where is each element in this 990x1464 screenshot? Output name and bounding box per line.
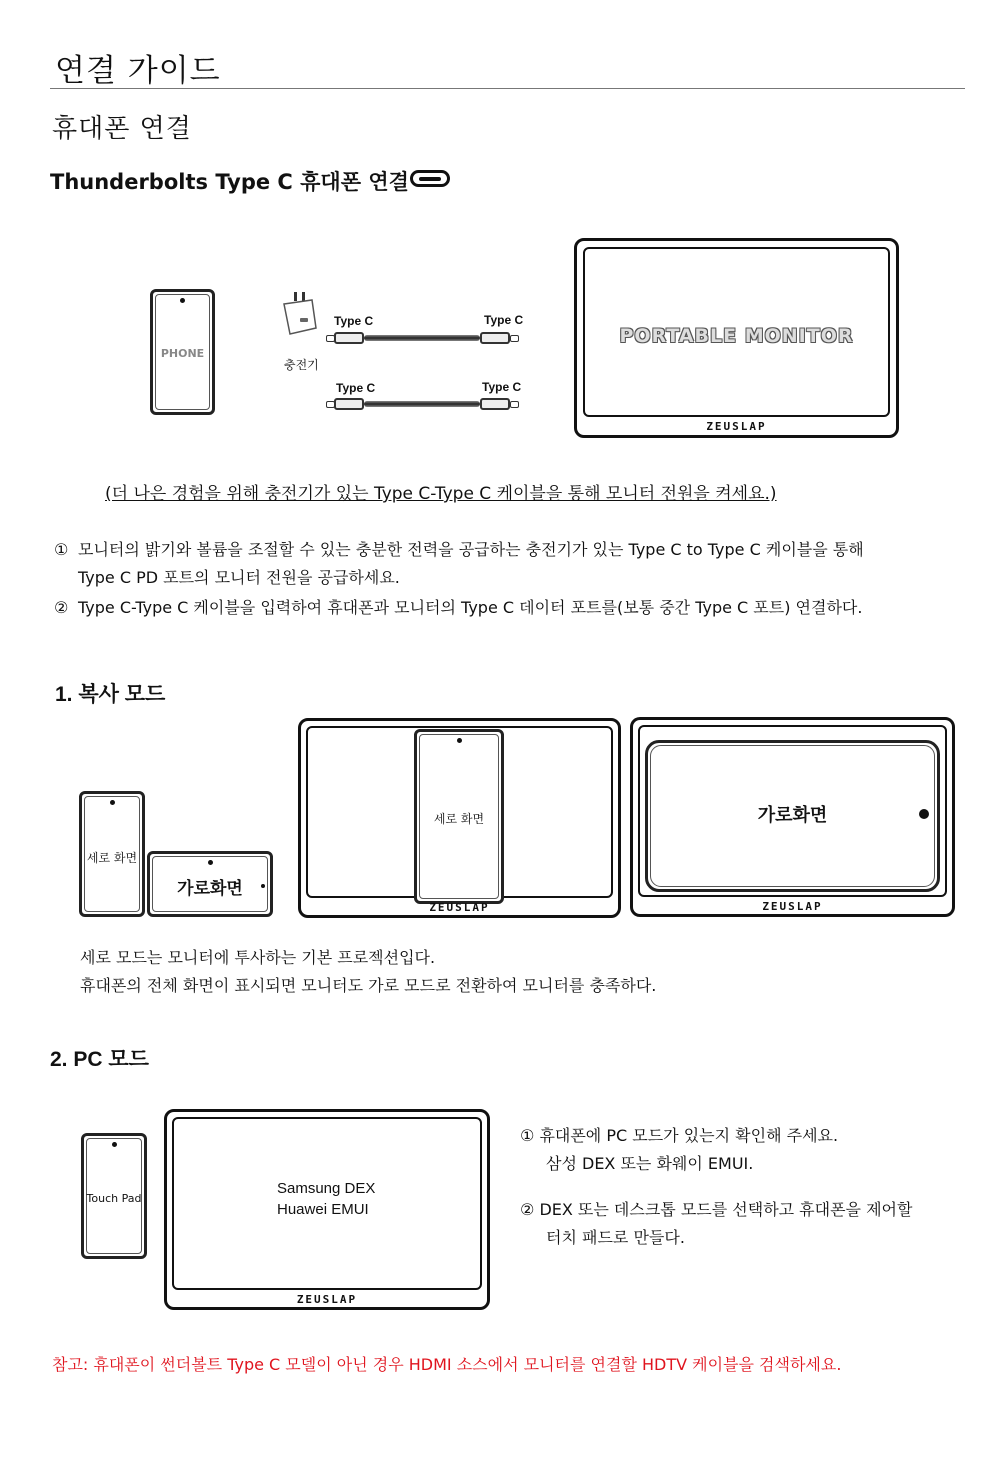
usb-c-plug xyxy=(480,332,510,344)
usb-c-plug-tip xyxy=(510,335,519,342)
usb-c-plug xyxy=(480,398,510,410)
thunderbolt-heading: Thunderbolts Type C 휴대폰 연결 xyxy=(50,170,409,194)
step-text: 모니터의 밝기와 볼륨을 조절할 수 있는 충분한 전력을 공급하는 충전기가 있는 Type C to Type C 케이블을 통해 xyxy=(78,540,864,559)
step-text: DEX 또는 데스크톱 모드를 선택하고 휴대폰을 제어할 xyxy=(539,1200,913,1219)
monitor-pc-mode xyxy=(164,1109,490,1310)
cable-bottom-right-label: Type C xyxy=(482,380,522,394)
camera-dot xyxy=(919,809,929,819)
copy-desc-line: 휴대폰의 전체 화면이 표시되면 모니터도 가로 모드로 전환하여 모니터를 충족하다. xyxy=(80,976,657,995)
portable-monitor-label: PORTABLE MONITOR xyxy=(619,325,854,347)
step-text: 휴대폰에 PC 모드가 있는지 확인해 주세요. xyxy=(539,1126,839,1145)
monitor-landscape-mode xyxy=(630,717,955,917)
phone-portrait-illustration xyxy=(79,791,145,917)
footer-note: 참고: 휴대폰이 썬더볼트 Type C 모델이 아닌 경우 HDMI 소스에서 모니터를 연결할 HDTV 케이블을 검색하세요. xyxy=(52,1355,842,1374)
projected-landscape-label: 가로화면 xyxy=(757,805,828,826)
brand-logo: ZEUSLAP xyxy=(762,900,823,913)
page-title: 연결 가이드 xyxy=(55,53,221,89)
camera-dot xyxy=(261,884,265,888)
pc-mode-steps xyxy=(520,1122,970,1252)
usb-c-port-icon xyxy=(410,170,450,187)
phone-illustration xyxy=(150,289,215,415)
title-divider xyxy=(50,88,965,89)
projected-portrait-label: 세로 화면 xyxy=(433,812,485,826)
landscape-label: 가로화면 xyxy=(177,879,243,899)
section-subtitle: 휴대폰 연결 xyxy=(52,114,192,144)
pc-mode-heading: 2. PC 모드 xyxy=(50,1048,149,1071)
step-number: ② xyxy=(520,1200,535,1219)
power-note: (더 나은 경험을 위해 충전기가 있는 Type C-Type C 케이블을 통해 모니터 전원을 켜세요.) xyxy=(105,484,777,504)
copy-desc-line: 세로 모드는 모니터에 투사하는 기본 프로젝션입다. xyxy=(80,948,436,967)
cable-top-left-label: Type C xyxy=(334,314,374,328)
usb-c-cable-top xyxy=(364,335,480,341)
touchpad-label: Touch Pad xyxy=(86,1192,142,1205)
phone-landscape-illustration xyxy=(147,851,273,917)
projected-portrait-phone xyxy=(414,729,504,904)
brand-logo: ZEUSLAP xyxy=(429,901,490,914)
step-text: 터치 패드로 만들다. xyxy=(546,1228,685,1247)
huawei-emui-label: Huawei EMUI xyxy=(277,1201,369,1218)
usb-c-plug xyxy=(334,332,364,344)
phone-label: PHONE xyxy=(160,347,205,360)
copy-mode-description xyxy=(80,944,656,1000)
brand-logo: ZEUSLAP xyxy=(296,1293,358,1306)
step-text: 삼성 DEX 또는 화웨이 EMUI. xyxy=(546,1154,754,1173)
usb-c-cable-bottom xyxy=(364,401,480,407)
usb-c-plug-tip xyxy=(510,401,519,408)
charger-icon xyxy=(280,290,318,336)
brand-logo: ZEUSLAP xyxy=(706,420,767,433)
charger-label: 충전기 xyxy=(284,358,319,372)
step-number: ① xyxy=(520,1126,535,1145)
step-number: ① xyxy=(54,540,69,559)
step-number: ② xyxy=(54,598,69,617)
pc-screen-text xyxy=(277,1178,375,1220)
step-text: Type C-Type C 케이블을 입력하여 휴대폰과 모니터의 Type C 데이터 포트를(보통 중간 Type C 포트) 연결하다. xyxy=(78,598,863,617)
projected-landscape-phone xyxy=(645,740,940,892)
touchpad-phone-illustration xyxy=(81,1133,147,1259)
step-1 xyxy=(54,536,964,592)
step-2 xyxy=(54,594,964,622)
step-text: Type C PD 포트의 모니터 전원을 공급하세요. xyxy=(78,568,400,587)
usb-c-plug xyxy=(334,398,364,410)
cable-bottom-left-label: Type C xyxy=(336,381,376,395)
copy-mode-heading: 1. 복사 모드 xyxy=(55,683,166,706)
samsung-dex-label: Samsung DEX xyxy=(277,1180,376,1197)
cable-top-right-label: Type C xyxy=(484,313,524,327)
monitor-portrait-mode xyxy=(298,718,621,918)
portable-monitor-illustration xyxy=(574,238,899,438)
portrait-label: 세로 화면 xyxy=(86,851,138,865)
